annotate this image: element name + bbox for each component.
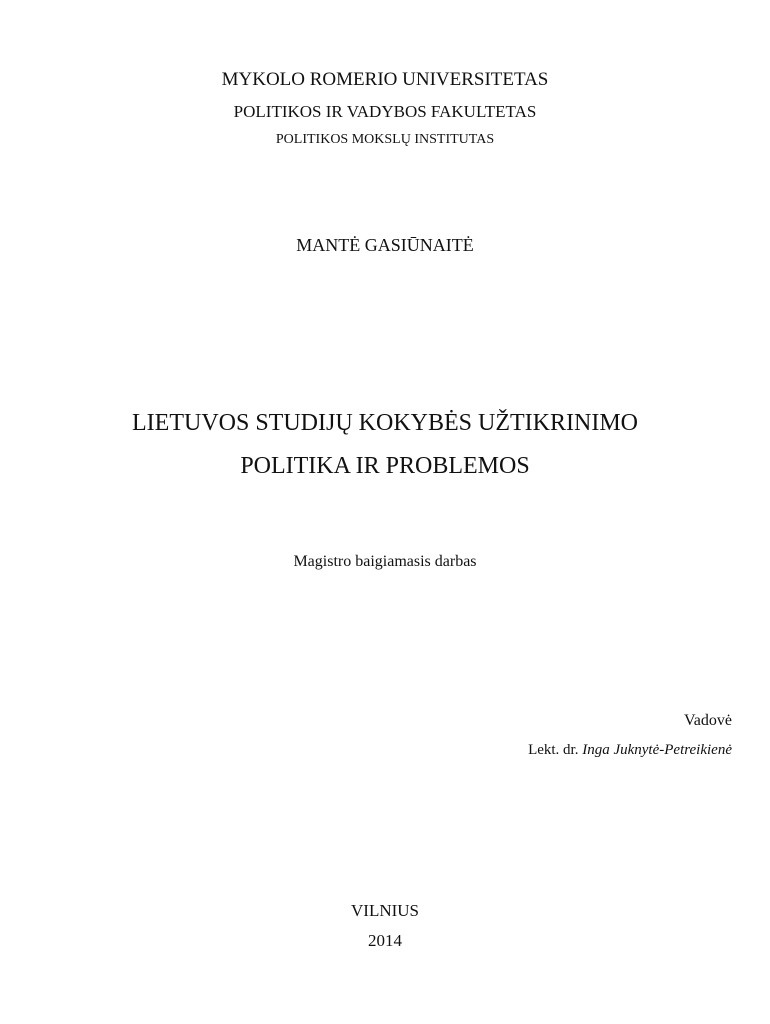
author-name: MANTĖ GASIŪNAITĖ	[296, 235, 474, 255]
thesis-title-line-1: LIETUVOS STUDIJŲ KOKYBĖS UŽTIKRINIMO	[132, 410, 638, 436]
supervisor-title: Lekt. dr.	[528, 742, 583, 758]
supervisor-line	[528, 743, 732, 758]
institute-name: POLITIKOS MOKSLŲ INSTITUTAS	[275, 132, 495, 147]
faculty-name: POLITIKOS IR VADYBOS FAKULTETAS	[233, 102, 537, 121]
supervisor-label: Vadovė	[684, 712, 732, 729]
city: VILNIUS	[351, 901, 419, 920]
thesis-title-line-2: POLITIKA IR PROBLEMOS	[240, 453, 530, 479]
supervisor-name: Inga Juknytė-Petreikienė	[582, 742, 732, 758]
university-name: MYKOLO ROMERIO UNIVERSITETAS	[221, 69, 549, 90]
thesis-type: Magistro baigiamasis darbas	[293, 553, 477, 570]
year: 2014	[368, 931, 402, 950]
